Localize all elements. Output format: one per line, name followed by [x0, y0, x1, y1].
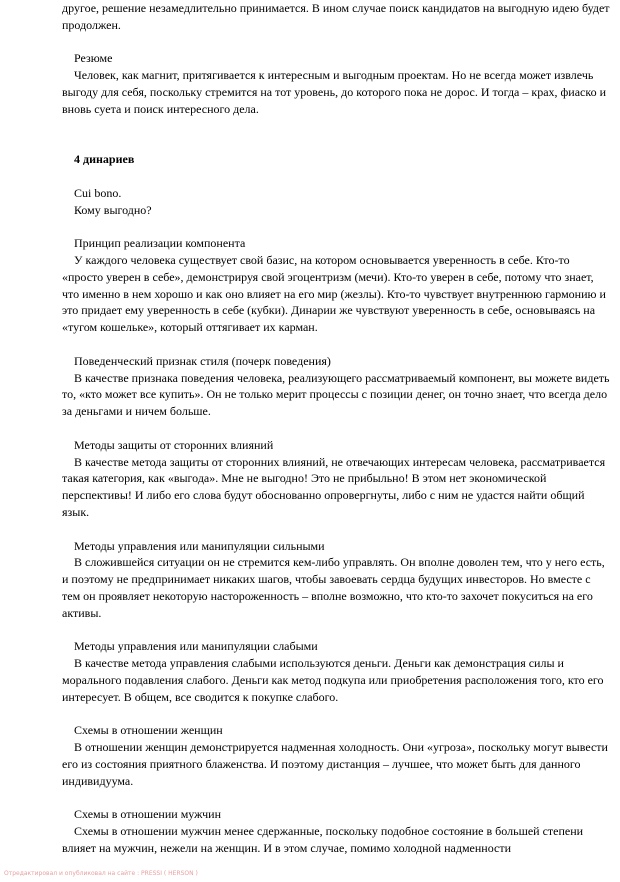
document-page — [62, 0, 610, 857]
paragraph: У каждого человека существует свой базис, на котором основывается уверенность в себе. Кто-то «просто уверен в себе», демонстрируя свой эгоцентризм (мечи). Кто-то уверен в себе, потому что знает, что именно в нем хорошо и как оно влияет на его мир (жезлы). Кто-то чувствует внутреннюю гармонию и это придает ему уверенность в себе (кубки). Динарии же чувствуют уверенность в себе, основываясь на «тугом кошельке», который оттягивает их карман. — [62, 252, 606, 335]
paragraph-spacer — [62, 621, 610, 638]
subsection-title: Методы управления или манипуляции слабыми — [74, 639, 318, 654]
paragraph-spacer — [62, 521, 610, 538]
paragraph-spacer — [62, 789, 610, 806]
paragraph-spacer — [62, 168, 610, 185]
paragraph-spacer — [62, 134, 610, 151]
paragraph-spacer — [62, 218, 610, 235]
subsection-title: Методы защиты от сторонних влияний — [74, 437, 274, 452]
subsection-title: Принцип реализации компонента — [74, 236, 246, 251]
paragraph: В сложившейся ситуации он не стремится кем-либо управлять. Он вполне доволен тем, что у него есть, и поэтому не предпринимает никаких шагов, чтобы завоевать сердца будущих инвесторов. Но вместе с тем он проявляет некоторую настороженность – вполне возможно, что кто-то захочет покуситься на его активы. — [62, 555, 605, 620]
paragraph: В качестве метода защиты от сторонних влияний, не отвечающих интересам человека, рассматривается такая категория, как «выгода». Мне не выгодно! Это не прибыльно! В этом нет экономической перспективы! И либо его слова будут обоснованно опровергнуты, либо с ним не удастся найти общий язык. — [62, 454, 606, 519]
subsection-title: Схемы в отношении мужчин — [74, 807, 221, 822]
paragraph-spacer — [62, 118, 610, 135]
paragraph-spacer — [62, 705, 610, 722]
paragraph: Схемы в отношении мужчин менее сдержанные, поскольку подобное состояние в большей степени влияет на мужчин, нежели на женщин. И в этом случае, помимо холодной надменности — [62, 824, 584, 855]
subsection-title: Схемы в отношении женщин — [74, 723, 223, 738]
paragraph-spacer — [62, 420, 610, 437]
footer-watermark: Отредактировал и опубликовал на сайте : PRESSI ( HERSON ) — [4, 870, 198, 877]
subsection-title: Cui bono. — [74, 185, 122, 200]
paragraph: В качестве признака поведения человека, реализующего рассматриваемый компонент, вы можете видеть то, «кто может все купить». Он не только мерит процессы с позиции денег, он точно знает, что всегда дело за деньгами и ничем больше. — [62, 370, 610, 419]
paragraph: другое, решение незамедлительно принимается. В ином случае поиск кандидатов на выгодную идею будет продолжен. — [62, 1, 610, 32]
paragraph: В качестве метода управления слабыми используются деньги. Деньги как демонстрация силы и морального подавления слабого. Деньги как метод подкупа или приобретения расположения того, кто его интересует. В общем, все сводится к покупке слабого. — [62, 656, 604, 704]
section-heading: 4 динариев — [74, 152, 135, 167]
subsection-title: Методы управления или манипуляции сильными — [74, 538, 325, 553]
paragraph-spacer — [62, 34, 610, 51]
paragraph-spacer — [62, 336, 610, 353]
subsection-title: Поведенческий признак стиля (почерк поведения) — [74, 353, 331, 368]
paragraph: В отношении женщин демонстрируется надменная холодность. Они «угроза», поскольку могут вывести его из состояния приятного блаженства. И поэтому дистанция – лучшее, что может быть для данного индивидуума. — [62, 740, 608, 788]
subsection-title: Кому выгодно? — [74, 202, 152, 217]
subsection-title: Резюме — [74, 51, 113, 66]
paragraph: Человек, как магнит, притягивается к интересным и выгодным проектам. Но не всегда может извлечь выгоду для себя, поскольку стремится на тот уровень, до которого пока не дорос. И тогда – крах, фиаско и вновь суета и поиск интересного дела. — [62, 68, 607, 116]
